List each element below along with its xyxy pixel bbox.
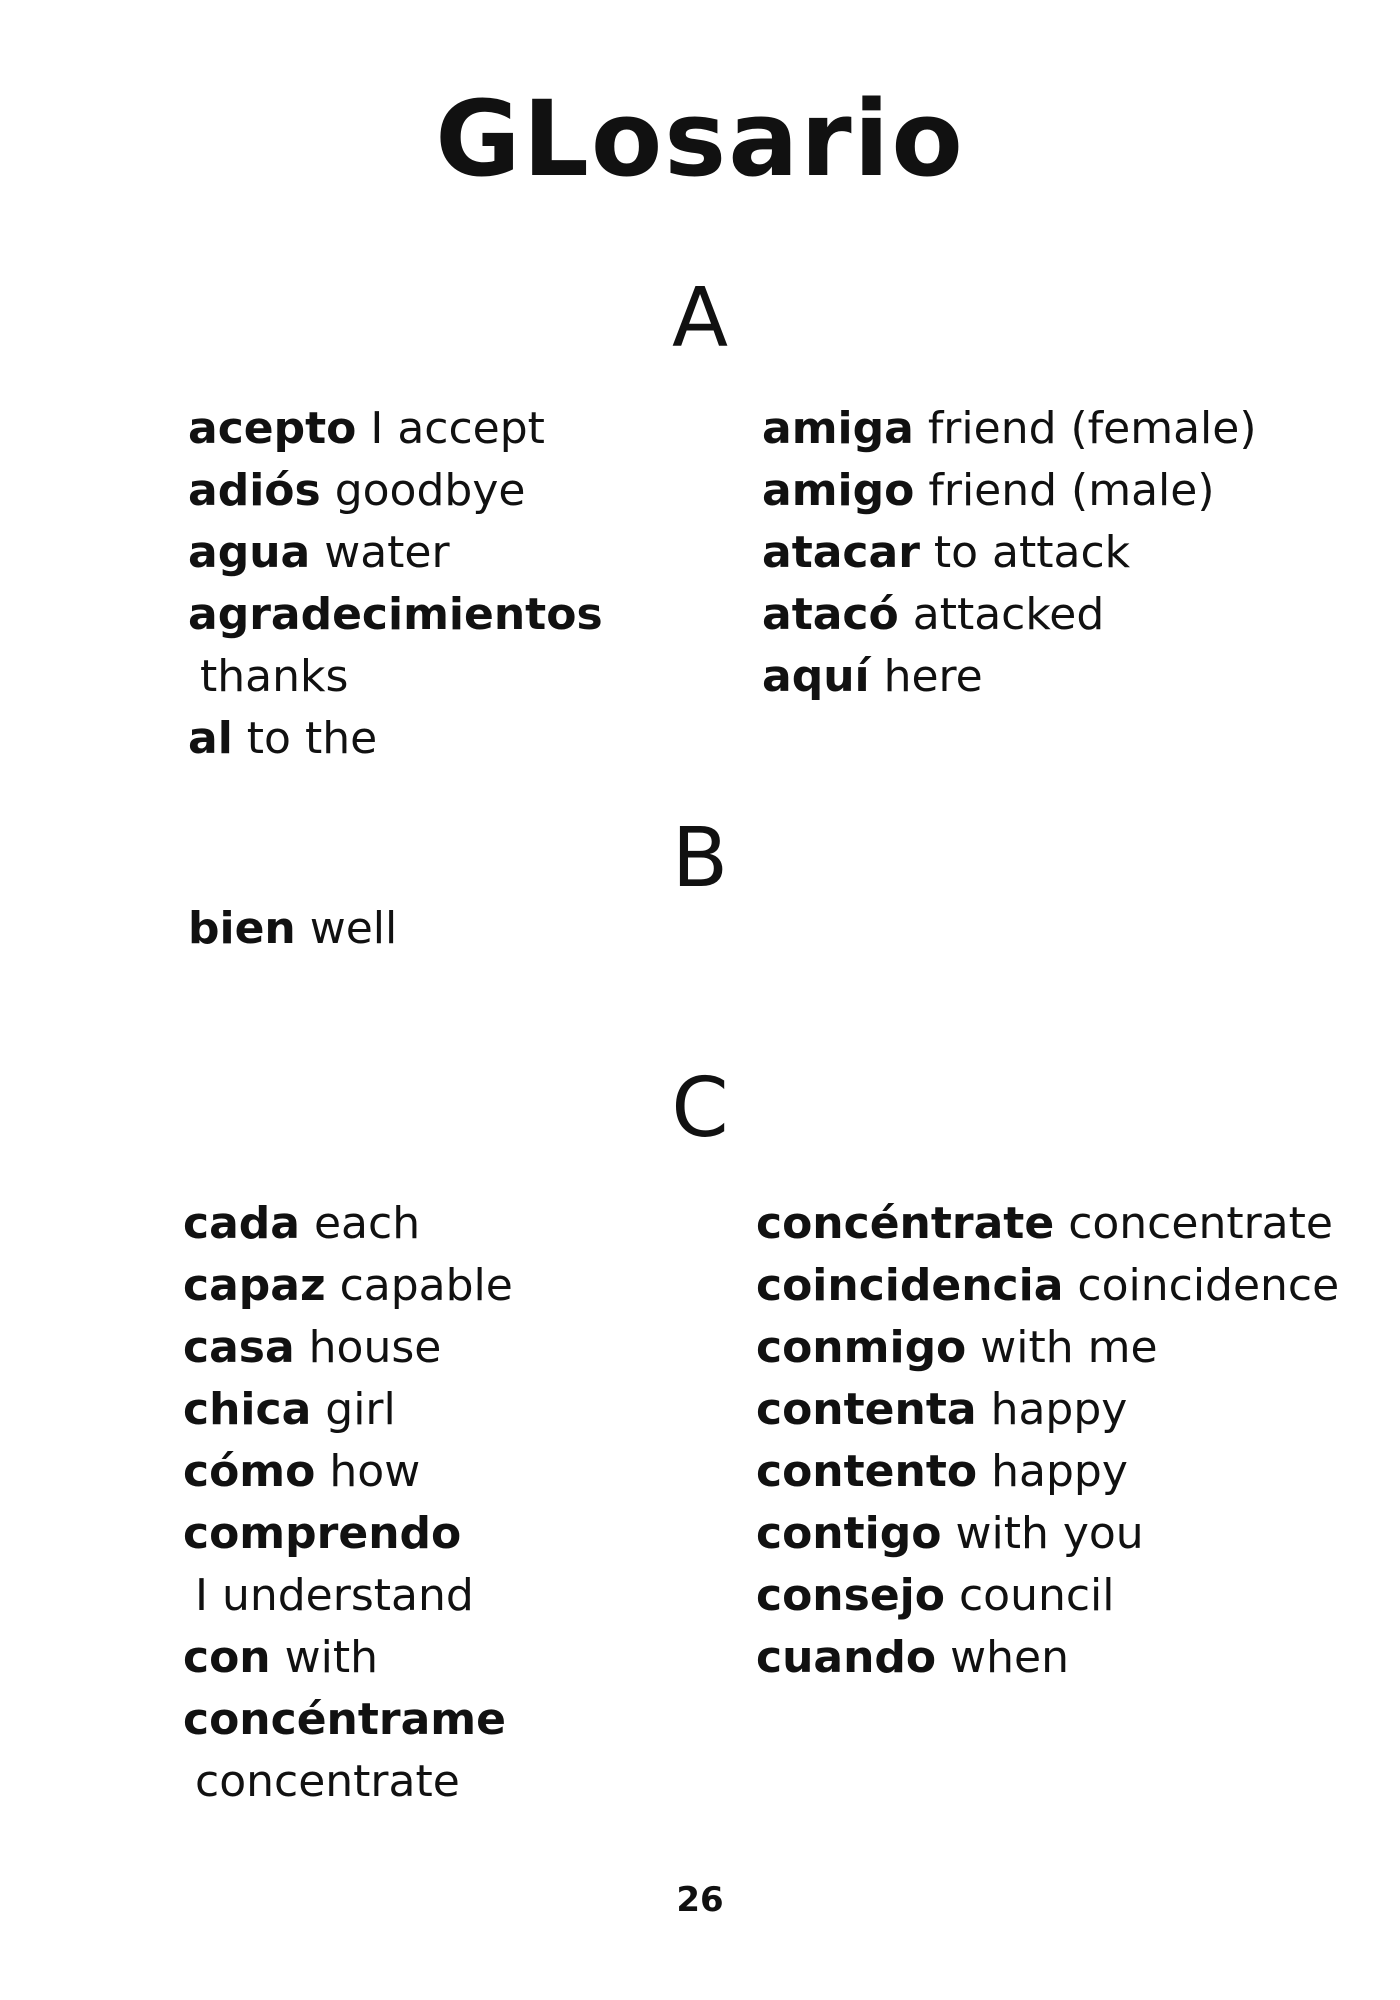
- glossary-entry: [188, 584, 603, 708]
- entry-term: atacar: [762, 527, 920, 578]
- glossary-entry: [756, 1503, 1339, 1565]
- entry-term: cada: [183, 1198, 300, 1249]
- entry-definition: friend (female): [927, 403, 1257, 454]
- glossary-entry: [183, 1441, 513, 1503]
- glossary-entry: [762, 460, 1257, 522]
- entry-definition: thanks: [200, 651, 349, 702]
- entry-definition: to attack: [933, 527, 1131, 578]
- section-b-left-column: [188, 898, 397, 960]
- entry-definition: I accept: [370, 403, 545, 454]
- entry-definition: girl: [325, 1384, 396, 1435]
- entry-term: bien: [188, 903, 296, 954]
- entry-term: aquí: [762, 651, 870, 702]
- glossary-entry: [762, 522, 1257, 584]
- entry-definition: here: [883, 651, 983, 702]
- entry-term: comprendo: [183, 1508, 462, 1559]
- entry-definition: how: [329, 1446, 421, 1497]
- section-letter-a: A: [671, 271, 729, 366]
- entry-definition: council: [958, 1570, 1115, 1621]
- glossary-entry: [183, 1379, 513, 1441]
- entry-term: concéntrame: [183, 1694, 506, 1745]
- glossary-entry: [183, 1689, 513, 1813]
- entry-term: cuando: [756, 1632, 937, 1683]
- entry-term: con: [183, 1632, 271, 1683]
- entry-term: casa: [183, 1322, 295, 1373]
- entry-term: capaz: [183, 1260, 326, 1311]
- entry-term: conmigo: [756, 1322, 967, 1373]
- entry-term: atacó: [762, 589, 899, 640]
- section-a-left-column: [188, 398, 603, 770]
- entry-definition: with: [284, 1632, 378, 1683]
- page-number: 26: [676, 1880, 724, 1920]
- section-c-right-column: [756, 1193, 1339, 1689]
- entry-term: amiga: [762, 403, 914, 454]
- glossary-entry: [183, 1627, 513, 1689]
- section-a-right-column: [762, 398, 1257, 708]
- glossary-entry: [188, 708, 603, 770]
- section-c-left-column: [183, 1193, 513, 1813]
- page-title: GLosario: [435, 78, 965, 200]
- glossary-entry: [188, 522, 603, 584]
- entry-term: chica: [183, 1384, 312, 1435]
- glossary-entry: [756, 1565, 1339, 1627]
- glossary-entry: [756, 1379, 1339, 1441]
- glossary-entry: [183, 1193, 513, 1255]
- glossary-entry: [762, 646, 1257, 708]
- entry-term: amigo: [762, 465, 915, 516]
- glossary-entry: [188, 460, 603, 522]
- entry-definition: happy: [991, 1446, 1128, 1497]
- glossary-entry: [756, 1255, 1339, 1317]
- entry-term: agua: [188, 527, 311, 578]
- glossary-entry: [183, 1503, 513, 1627]
- entry-term: al: [188, 713, 233, 764]
- entry-term: acepto: [188, 403, 357, 454]
- glossary-entry: [188, 398, 603, 460]
- entry-term: concéntrate: [756, 1198, 1055, 1249]
- entry-definition: coincidence: [1077, 1260, 1340, 1311]
- entry-definition: with me: [980, 1322, 1158, 1373]
- entry-definition: house: [308, 1322, 442, 1373]
- glossary-entry: [183, 1317, 513, 1379]
- entry-term: contento: [756, 1446, 978, 1497]
- section-letter-b: B: [671, 811, 729, 906]
- section-letter-c: C: [671, 1061, 729, 1156]
- entry-definition: concentrate: [195, 1756, 460, 1807]
- entry-definition: to the: [246, 713, 378, 764]
- entry-term: contigo: [756, 1508, 942, 1559]
- entry-definition: happy: [990, 1384, 1128, 1435]
- entry-definition: when: [950, 1632, 1069, 1683]
- glossary-entry: [762, 398, 1257, 460]
- glossary-entry: [188, 898, 397, 960]
- glossary-entry: [756, 1441, 1339, 1503]
- glossary-entry: [183, 1255, 513, 1317]
- entry-term: agradecimientos: [188, 589, 603, 640]
- entry-definition: I understand: [195, 1570, 474, 1621]
- glossary-entry: [756, 1627, 1339, 1689]
- entry-term: cómo: [183, 1446, 316, 1497]
- entry-term: adiós: [188, 465, 321, 516]
- entry-definition: each: [313, 1198, 421, 1249]
- entry-definition: goodbye: [334, 465, 526, 516]
- entry-definition: well: [309, 903, 398, 954]
- entry-definition: with you: [955, 1508, 1144, 1559]
- glossary-entry: [762, 584, 1257, 646]
- glossary-entry: [756, 1317, 1339, 1379]
- entry-definition: attacked: [912, 589, 1105, 640]
- entry-definition: capable: [339, 1260, 513, 1311]
- entry-definition: friend (male): [928, 465, 1215, 516]
- entry-definition: concentrate: [1068, 1198, 1333, 1249]
- entry-term: contenta: [756, 1384, 977, 1435]
- entry-term: coincidencia: [756, 1260, 1064, 1311]
- entry-definition: water: [324, 527, 450, 578]
- glossary-entry: [756, 1193, 1339, 1255]
- entry-term: consejo: [756, 1570, 945, 1621]
